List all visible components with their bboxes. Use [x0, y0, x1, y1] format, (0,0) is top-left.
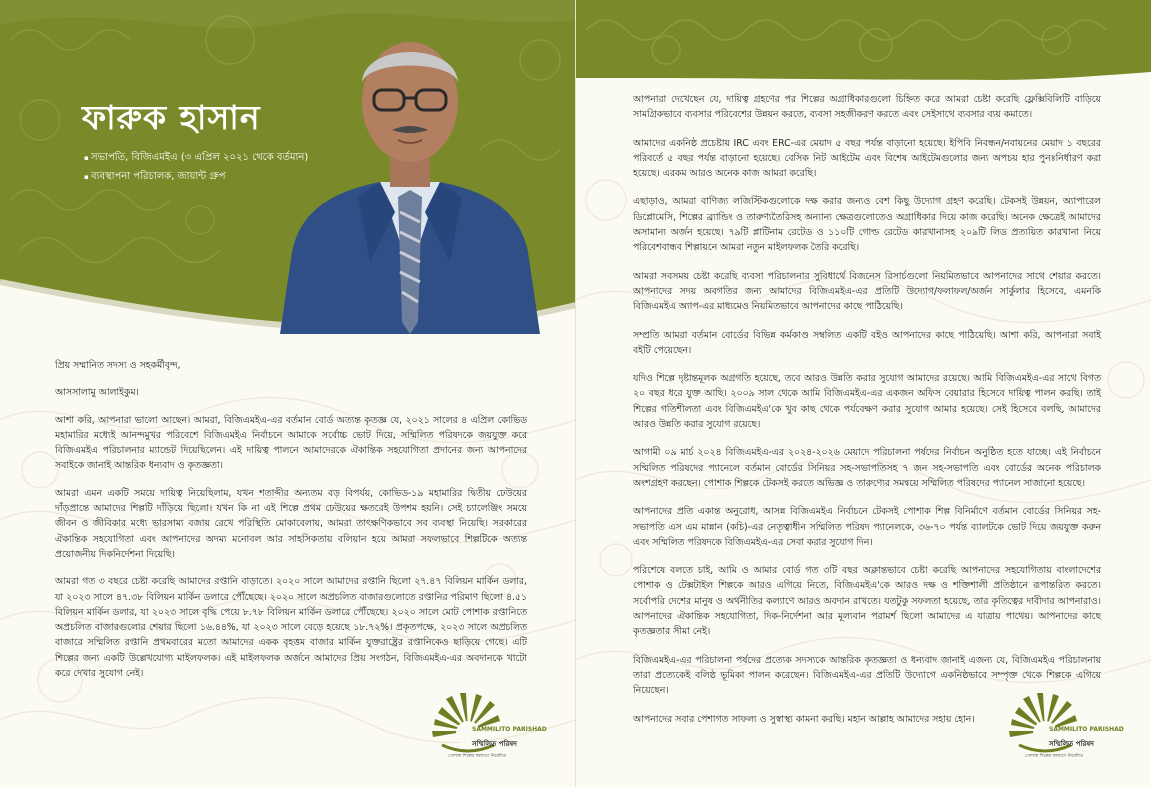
paragraph: আগামী ০৯ মার্চ ২০২৪ বিজিএমইএ-এর ২০২৪-২০২৬ মেয়াদে পরিচালনা পর্ষদের নির্বাচন অনুষ্ঠিত হতে যাচ্ছে। এই নির্বাচনে সম্মিলিত পরিষদের প্যানেলে বর্তমান বোর্ডের সিনিয়র সহ-সভাপতিসহ ৭ জন সহ-সভাপতি এবং বোর্ডের অনেক পরিচালক অংশগ্রহণ করছেন। পোশাক শিল্পকে টেকসই করতে অভিজ্ঞ ও তারুণ্যের সমন্বয়ে সম্মিলিত পরিষদের প্যানেল সাজানো হয়েছে।: [633, 447, 1101, 489]
logo-tagline: পোশাক শিল্পের কল্যাণে নিবেদিত: [1025, 754, 1083, 759]
paragraph: আমরা গত ৩ বছরে চেষ্টা করেছি আমাদের রপ্তানি বাড়াতে। ২০২০ সালে আমাদের রপ্তানি ছিলো ২৭.৪৭ বিলিয়ন মার্কিন ডলার, যা ২০২৩ সালে ৪৭.৩৮ বিলিয়ন মার্কিন ডলারে পৌঁছেছে। ২০২০ সালে অপ্রচলিত বাজারগুলোতে রপ্তানির পরিমাণ ছিলো ৪.৫১ বিলিয়ন মার্কিন ডলার, যা ২০২৩ সালে বৃদ্ধি পেয়ে ৮.৭৮ বিলিয়ন মার্কিন ডলারে পৌঁছেছে। ২০২০ সালে মোট পোশাক রপ্তানিতে অপ্রচলিত বাজারগুলোর শেয়ার ছিলো ১৬.৪৪%, যা ২০২৩ সালে বেড়ে হয়েছে ১৮.৭২%। প্রকৃতপক্ষে, ২০২৩ সালে অপ্রচলিত বাজারে সম্মিলিত রপ্তানি প্রথমবারের মতো আমাদের একক বৃহত্তম বাজার মার্কিন যুক্তরাষ্ট্রের রপ্তানিকেও ছাড়িয়ে গেছে। এটি শিল্পের জন্য একটি উল্লেখযোগ্য মাইলফলক। এই মাইলফলক অর্জনে আমাদের প্রিয় সংগঠন, বিজিএমইএ-এর অবদানকে খাটো করে দেখার সুযোগ নেই।: [55, 576, 527, 680]
sammilito-parishad-logo: [1009, 693, 1124, 763]
logo-name-en: SAMMILITO PARISHAD: [1049, 726, 1124, 733]
paragraph: পরিশেষে বলতে চাই, আমি ও আমার বোর্ড গত ৩টি বছর অক্লান্তভাবে চেষ্টা করেছি আপনাদের সহযোগিতায় বাংলাদেশের পোশাক ও টেক্সটাইল শিল্পকে আরও এগিয়ে নিতে, বিজিএমইএ'কে আরও দক্ষ ও শক্তিশালী প্রতিষ্ঠানে রূপান্তরিত করতে। সর্বোপরি দেশের মানুষ ও অর্থনীতির কল্যাণে আরও অবদান রাখতে। যতটুকু সফলতা হয়েছে, তার কৃতিত্বের দাবীদার আপনারাও। আপনাদের ঐকান্তিক সহযোগিতা, দিক-নির্দেশনা আর মূল্যবান পরামর্শ ছিলো আমাদের এ যাত্রায় পাথেয়। আপনাদের কাছে কৃতজ্ঞতার সীমা নেই।: [633, 565, 1101, 638]
paragraph: সম্প্রতি আমরা বর্তমান বোর্ডের বিভিন্ন কর্মকাণ্ড সম্বলিত একটি বইও আপনাদের কাছে পাঠিয়েছি। আশা করি, আপনারা সবাই বইটি পেয়েছেন।: [633, 329, 1101, 356]
paragraph: আমরা এমন একটি সময়ে দায়িত্ব নিয়েছিলাম, যখন শতাব্দীর অন্যতম বড় বিপর্যয়, কোভিড-১৯ মহামারির দ্বিতীয় ঢেউয়ের দাঁড়প্রান্তে আমাদের শিল্পটি দাঁড়িয়ে ছিলো। যখন কি না এই শিল্পে প্রথম ঢেউয়ের ক্ষতরেই উপশম হয়নি। সেই চ্যালেঞ্জিং সময়ে জীবন ও জীবিকার মধ্যে ভারসাম্য বজায় রেখে পরিস্থিতি মোকাবেলায়, আমরা তাৎক্ষণিকভাবে সব ব্যবস্থা নিয়েছি। সরকারের ঐকান্তিক সহযোগিতা এবং আপনাদের অদম্য মনোবল আর সাহসিকতায় বলিয়ান হয়ে আমরা সফলভাবে শিল্পটিকে অত্যন্ত প্রয়োজনীয় দিকনির্দেশনা দিয়েছি।: [55, 487, 527, 560]
paragraph: বিজিএমইএ-এর পরিচালনা পর্ষদের প্রত্যেক সদস্যকে আন্তরিক কৃতজ্ঞতা ও ধন্যবাদ জানাই এজন্য যে, বিজিএমইএ পরিচালনায় তারা প্রত্যেকেই বলিষ্ঠ ভূমিকা পালন করেছেন। বিজিএমইএ-এর প্রতিটি উদ্যোগে একনিষ্ঠভাবে সম্পৃক্ত থেকে শিল্পকে এগিয়ে নিয়েছেন।: [633, 654, 1101, 697]
paragraph: যদিও শিল্পে দৃষ্টান্তমূলক অগ্রগতি হয়েছে, তবে আরও উন্নতি করার সুযোগ আমাদের রয়েছে। আমি বিজিএমইএ-এর সাথে বিগত ২০ বছর ধরে যুক্ত আছি। ২০০৯ সাল থেকে আমি বিজিএমইএ-এর একজন অফিস বেয়ারার হিসেবে দায়িত্ব পালন করছি। তাই শিল্পের গতিশীলতা এবং বিজিএমইএ'কে খুব কাছ থেকে পর্যবেক্ষণ করার সুযোগ আমার হয়েছে। সেই হিসেবে বলছি, আমাদের আরও উন্নতি করার সুযোগ রয়েছে।: [633, 373, 1101, 431]
logo-name-en: SAMMILITO PARISHAD: [472, 726, 547, 733]
paragraph: আমাদের একনিষ্ঠ প্রচেষ্টায় IRC এবং ERC-এর মেয়াদ ৫ বছর পর্যন্ত বাড়ানো হয়েছে। ইপিবি নিবন্ধন/নবায়নের মেয়াদ ১ বছরের পরিবর্তে ৫ বছর পর্যন্ত বাড়ানো হয়েছে। বেসিক নিট আইটেম এবং বিশেষ আইটেমগুলোর জন্য অপচয় হার পুনঃনির্ধারণ করা হয়েছে। এরকম আরও অনেক কাজ আমরা করেছি।: [633, 137, 1101, 180]
profile-role-president: ▪ সভাপতি, বিজিএমইএ (৩ এপ্রিল ২০২১ থেকে বর্তমান): [84, 150, 308, 167]
paragraph: আপনাদের প্রতি একান্ত অনুরোধ, আসন্ন বিজিএমইএ নির্বাচনে টেকসই পোশাক শিল্প বিনির্মাণে বর্তমান বোর্ডের সিনিয়র সহ-সভাপতি এস এম মান্নান (কচি)-এর নেতৃত্বাধীন সম্মিলিত পরিষদ প্যানেলকে, ৩৬-৭০ পর্যন্ত ব্যালটকে ভোট দিয়ে জয়যুক্ত করুন এবং সম্মিলিত পরিষদকে বিজিএমইএ-এর সেবা করার সুযোগ দিন।: [633, 506, 1101, 548]
salutation: প্রিয় সম্মানিত সদস্য ও সহকর্মীবৃন্দ,: [55, 360, 181, 371]
sammilito-parishad-logo: [432, 693, 547, 763]
letter-right-column: [633, 92, 1101, 740]
greeting: আসসালামু আলাইকুম।: [55, 387, 139, 399]
paragraph: এছাড়াও, আমরা বাণিজ্য লজিস্টিকগুলোকে দক্ষ করার জন্যও বেশ কিছু উদ্যোগ গ্রহণ করেছি। টেকসই উন্নয়ন, অ্যাপারেল ডিপ্লোমেসি, শিল্পের ব্র্যান্ডিং ও তারুণ্যতৈরিসহ অন্যান্য ক্ষেত্রগুলোতেও অগ্রাধিকার দিয়ে কাজ করেছি। অনেক ক্ষেত্রেই আমাদের অসামান্য অর্জন হয়েছে। ৭৯টি প্লাটিনাম রেটেড ও ১১০টি গোল্ড রেটেড কারখানাসহ ২০৯টি লিড প্রত্যয়িত কারখানা নিয়ে পরিবেশবান্ধব শিল্পায়নে আমরা নতুন মাইলফলক তৈরি করেছি।: [633, 196, 1101, 254]
profile-name: ফারুক হাসান: [82, 98, 261, 137]
closing-line: আপনাদের সবার পেশাগত সাফল্য ও সুস্বাস্থ্য কামনা করছি। মহান আল্লাহ আমাদের সহায় হোন।: [633, 713, 975, 725]
logo-tagline: পোশাক শিল্পের কল্যাণে নিবেদিত: [448, 754, 506, 759]
logo-name-bn: সম্মিলিত পরিষদ: [1049, 740, 1094, 748]
letter-left-column: [55, 358, 527, 693]
profile-role-md: ▪ ব্যবস্থাপনা পরিচালক, জায়ান্ট গ্রুপ: [84, 169, 226, 186]
paragraph: আপনারা দেখেছেন যে, দায়িত্ব গ্রহণের পর শিল্পের অগ্রাধিকারগুলো চিহ্নিত করে আমরা চেষ্টা করেছি ফ্লেক্সিবিলিটি বাড়িয়ে সামগ্রিকভাবে ব্যবসার পরিবেশের উন্নয়ন করতে, ব্যবসা সহজীকরণ করতে এবং সেইসাথে ব্যবসার ব্যয় কমাতে।: [633, 94, 1101, 121]
paragraph: আশা করি, আপনারা ভালো আছেন। আমরা, বিজিএমইএ-এর বর্তমান বোর্ড অত্যন্ত কৃতজ্ঞ যে, ২০২১ সালের ৪ এপ্রিল কোভিড মহামারির মধ্যেই আনন্দমুখর পরিবেশে বিজিএমইএ নির্বাচনে আমাকে সর্বোচ্চ ভোট দিয়ে, সম্মিলিত পরিষদকে জয়যুক্ত করে বিজিএমইএ পরিচালনার ম্যান্ডেট দিয়েছিলেন। এই দায়িত্ব পালনে আমাদেরকে ঐকান্তিক সহযোগিতা প্রদানের জন্য আপনাদের সবাইকে জানাই আন্তরিক ধন্যবাদ ও কৃতজ্ঞতা।: [55, 414, 527, 472]
logo-name-bn: সম্মিলিত পরিষদ: [472, 740, 517, 748]
paragraph: আমরা সবসময় চেষ্টা করেছি ব্যবসা পরিচালনার সুবিধার্থে বিজনেস রিসার্চগুলো নিয়মিতভাবে আপনাদের সাথে শেয়ার করতে। আপনাদের সদয় অবগতির জন্য আমাদের বিজিএমইএ-এর প্রতিটি উদ্যোগ/ফলাফল/অর্জন সার্কুলার হিসেবে, এমনকি বিজিএমইএ অ্যাপ-এর মাধ্যমেও নিয়মিতভাবে আপনাদের কাছে পাঠিয়েছি।: [633, 270, 1101, 313]
portrait-photo: [270, 22, 550, 334]
